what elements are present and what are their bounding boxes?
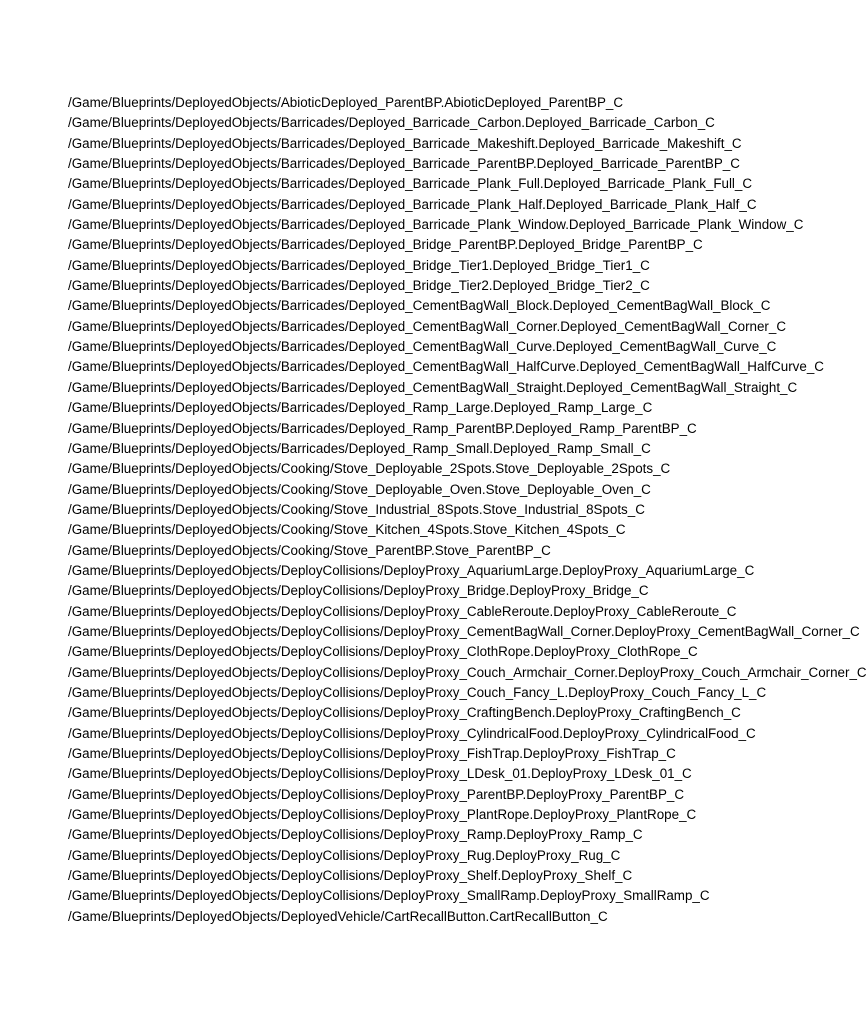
blueprint-path-line: /Game/Blueprints/DeployedObjects/DeployCollisions/DeployProxy_Couch_Armchair_Corner.DeployProxy_Couch_Armchair_Corner_C xyxy=(68,664,867,680)
blueprint-path-list xyxy=(68,93,867,927)
blueprint-path-line: /Game/Blueprints/DeployedObjects/Barricades/Deployed_CementBagWall_Curve.Deployed_CementBagWall_Curve_C xyxy=(68,339,777,355)
blueprint-path-line: /Game/Blueprints/DeployedObjects/Barricades/Deployed_Barricade_ParentBP.Deployed_Barricade_ParentBP_C xyxy=(68,156,740,172)
blueprint-path-line: /Game/Blueprints/DeployedObjects/Barricades/Deployed_Ramp_ParentBP.Deployed_Ramp_ParentBP_C xyxy=(68,420,697,436)
blueprint-path-line: /Game/Blueprints/DeployedObjects/Barricades/Deployed_CementBagWall_Straight.Deployed_CementBagWall_Straight_C xyxy=(68,379,798,395)
blueprint-path-line: /Game/Blueprints/DeployedObjects/DeployedVehicle/CartRecallButton.CartRecallButton_C xyxy=(68,908,608,924)
blueprint-path-line: /Game/Blueprints/DeployedObjects/Barricades/Deployed_Barricade_Makeshift.Deployed_Barricade_Makeshift_C xyxy=(68,135,742,151)
blueprint-path-line: /Game/Blueprints/DeployedObjects/DeployCollisions/DeployProxy_AquariumLarge.DeployProxy_AquariumLarge_C xyxy=(68,562,755,578)
blueprint-path-line: /Game/Blueprints/DeployedObjects/Barricades/Deployed_CementBagWall_Corner.Deployed_CementBagWall_Corner_C xyxy=(68,318,786,334)
blueprint-path-line: /Game/Blueprints/DeployedObjects/Barricades/Deployed_Barricade_Plank_Full.Deployed_Barricade_Plank_Full_C xyxy=(68,176,753,192)
blueprint-path-line: /Game/Blueprints/DeployedObjects/DeployCollisions/DeployProxy_Shelf.DeployProxy_Shelf_C xyxy=(68,868,633,884)
blueprint-path-line: /Game/Blueprints/DeployedObjects/Barricades/Deployed_Bridge_ParentBP.Deployed_Bridge_ParentBP_C xyxy=(68,237,703,253)
blueprint-path-line: /Game/Blueprints/DeployedObjects/Cooking/Stove_Deployable_Oven.Stove_Deployable_Oven_C xyxy=(68,481,651,497)
blueprint-path-line: /Game/Blueprints/DeployedObjects/DeployCollisions/DeployProxy_SmallRamp.DeployProxy_SmallRamp_C xyxy=(68,888,710,904)
blueprint-path-line: /Game/Blueprints/DeployedObjects/DeployCollisions/DeployProxy_Rug.DeployProxy_Rug_C xyxy=(68,847,621,863)
blueprint-path-line: /Game/Blueprints/DeployedObjects/Barricades/Deployed_Ramp_Small.Deployed_Ramp_Small_C xyxy=(68,440,651,456)
blueprint-path-line: /Game/Blueprints/DeployedObjects/Barricades/Deployed_CementBagWall_HalfCurve.Deployed_CementBagWall_HalfCurve_C xyxy=(68,359,824,375)
blueprint-path-line: /Game/Blueprints/DeployedObjects/Cooking/Stove_Kitchen_4Spots.Stove_Kitchen_4Spots_C xyxy=(68,522,626,538)
blueprint-path-line: /Game/Blueprints/DeployedObjects/Barricades/Deployed_Ramp_Large.Deployed_Ramp_Large_C xyxy=(68,400,653,416)
blueprint-path-line: /Game/Blueprints/DeployedObjects/DeployCollisions/DeployProxy_CableReroute.DeployProxy_CableReroute_C xyxy=(68,603,737,619)
blueprint-path-line: /Game/Blueprints/DeployedObjects/DeployCollisions/DeployProxy_Couch_Fancy_L.DeployProxy_Couch_Fancy_L_C xyxy=(68,684,767,700)
blueprint-path-line: /Game/Blueprints/DeployedObjects/Barricades/Deployed_Barricade_Plank_Window.Deployed_Barricade_Plank_Window_C xyxy=(68,217,804,233)
blueprint-path-line: /Game/Blueprints/DeployedObjects/Cooking/Stove_ParentBP.Stove_ParentBP_C xyxy=(68,542,551,558)
blueprint-path-line: /Game/Blueprints/DeployedObjects/DeployCollisions/DeployProxy_ClothRope.DeployProxy_ClothRope_C xyxy=(68,644,698,660)
blueprint-path-line: /Game/Blueprints/DeployedObjects/DeployCollisions/DeployProxy_Ramp.DeployProxy_Ramp_C xyxy=(68,827,643,843)
blueprint-path-line: /Game/Blueprints/DeployedObjects/DeployCollisions/DeployProxy_FishTrap.DeployProxy_FishTrap_C xyxy=(68,746,676,761)
blueprint-path-line: /Game/Blueprints/DeployedObjects/DeployCollisions/DeployProxy_PlantRope.DeployProxy_PlantRope_C xyxy=(68,807,697,823)
blueprint-path-line: /Game/Blueprints/DeployedObjects/Barricades/Deployed_CementBagWall_Block.Deployed_CementBagWall_Block_C xyxy=(68,298,771,314)
blueprint-path-line: /Game/Blueprints/DeployedObjects/DeployCollisions/DeployProxy_LDesk_01.DeployProxy_LDesk_01_C xyxy=(68,766,692,782)
blueprint-path-line: /Game/Blueprints/DeployedObjects/Barricades/Deployed_Barricade_Carbon.Deployed_Barricade_Carbon_C xyxy=(68,115,715,131)
blueprint-path-line: /Game/Blueprints/DeployedObjects/Barricades/Deployed_Barricade_Plank_Half.Deployed_Barricade_Plank_Half_C xyxy=(68,196,757,212)
blueprint-path-line: /Game/Blueprints/DeployedObjects/Barricades/Deployed_Bridge_Tier2.Deployed_Bridge_Tier2_C xyxy=(68,278,650,294)
blueprint-path-line: /Game/Blueprints/DeployedObjects/Cooking/Stove_Industrial_8Spots.Stove_Industrial_8Spots_C xyxy=(68,501,645,517)
blueprint-path-line: /Game/Blueprints/DeployedObjects/DeployCollisions/DeployProxy_ParentBP.DeployProxy_ParentBP_C xyxy=(68,786,685,802)
blueprint-path-line: /Game/Blueprints/DeployedObjects/Cooking/Stove_Deployable_2Spots.Stove_Deployable_2Spots_C xyxy=(68,461,671,477)
blueprint-path-line: /Game/Blueprints/DeployedObjects/AbioticDeployed_ParentBP.AbioticDeployed_ParentBP_C xyxy=(68,95,624,110)
blueprint-path-line: /Game/Blueprints/DeployedObjects/DeployCollisions/DeployProxy_CraftingBench.DeployProxy_CraftingBench_C xyxy=(68,705,741,721)
blueprint-path-line: /Game/Blueprints/DeployedObjects/DeployCollisions/DeployProxy_CylindricalFood.DeployProxy_CylindricalFood_C xyxy=(68,725,756,741)
blueprint-path-line: /Game/Blueprints/DeployedObjects/Barricades/Deployed_Bridge_Tier1.Deployed_Bridge_Tier1_C xyxy=(68,257,650,273)
blueprint-path-line: /Game/Blueprints/DeployedObjects/DeployCollisions/DeployProxy_CementBagWall_Corner.DeployProxy_CementBagWall_Corner_C xyxy=(68,623,860,639)
blueprint-path-line: /Game/Blueprints/DeployedObjects/DeployCollisions/DeployProxy_Bridge.DeployProxy_Bridge_C xyxy=(68,583,649,599)
